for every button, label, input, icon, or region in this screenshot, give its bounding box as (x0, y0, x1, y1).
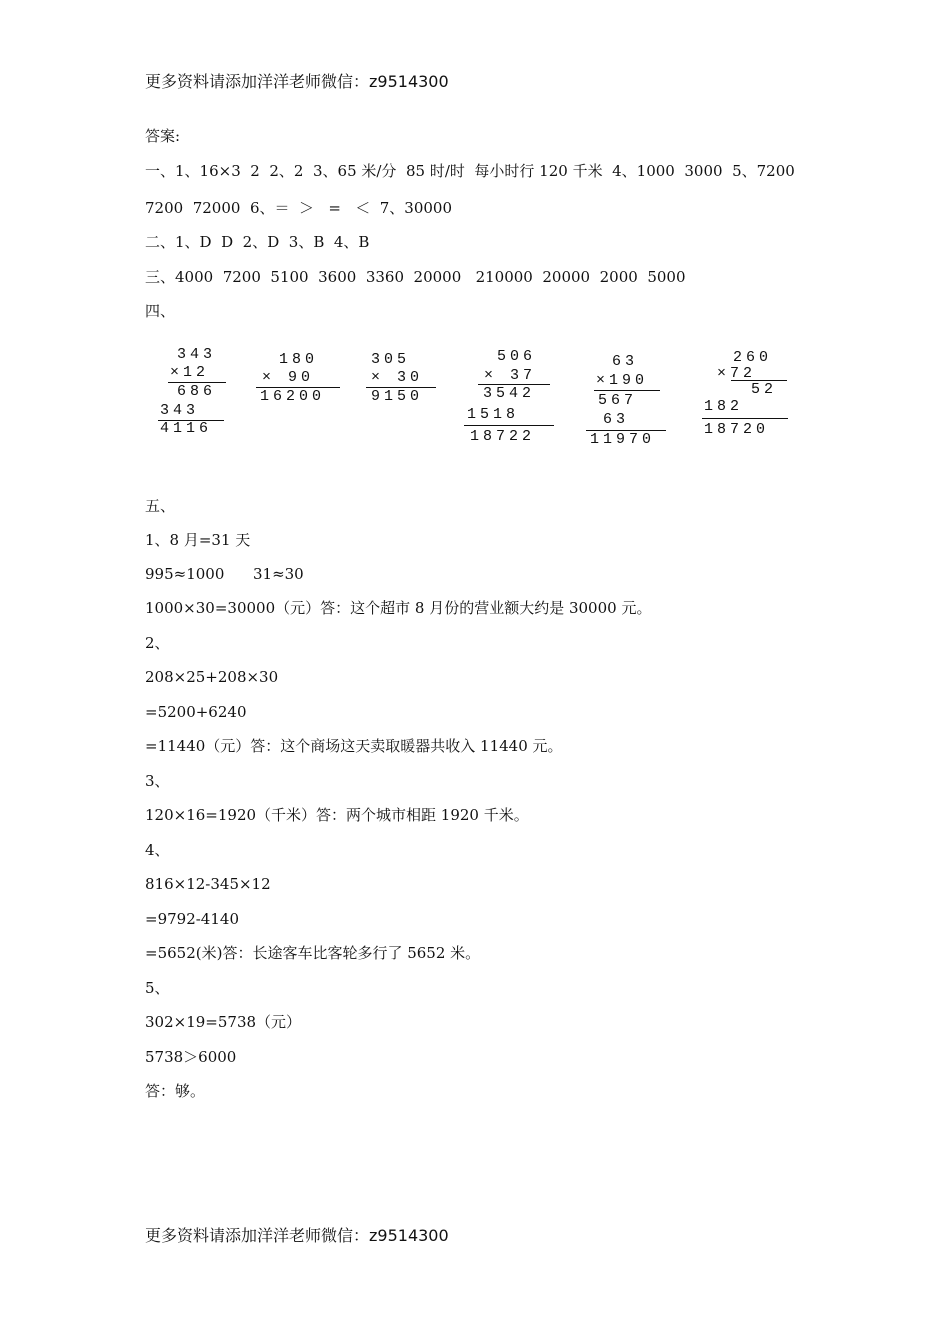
section5-line: 995≈1000 31≈30 (145, 565, 304, 583)
calc-rule (702, 418, 788, 419)
calc-result: 18720 (704, 421, 770, 438)
section5-line: 120×16=1920（千米）答：两个城市相距 1920 千米。 (145, 806, 529, 824)
multiplicand: 305 (371, 351, 411, 368)
calc-result: 9150 (371, 388, 424, 405)
section5-line: 1、8 月=31 天 (145, 531, 251, 549)
section5-line: =11440（元）答：这个商场这天卖取暖器共收入 11440 元。 (145, 737, 563, 755)
section2-line1: 二、1、D D 2、D 3、B 4、B (145, 233, 370, 251)
partial-product-1: 52 (751, 381, 778, 398)
calc-result: 16200 (260, 388, 326, 405)
section1-line2: 7200 72000 6、＝ ＞ = ＜ 7、30000 (145, 199, 453, 217)
calc-rule (464, 425, 554, 426)
partial-product-2: 1518 (467, 406, 520, 423)
partial-product-2: 63 (603, 411, 630, 428)
partial-product-2: 343 (160, 402, 200, 419)
section5-line: =5652(米)答：长途客车比客轮多行了 5652 米。 (145, 944, 481, 962)
section3-line1: 三、4000 7200 5100 3600 3360 20000 210000 20000 2000 5000 (145, 268, 686, 286)
section5-line: 816×12-345×12 (145, 875, 271, 893)
multiplicand: 180 (279, 351, 319, 368)
header-note: 更多资料请添加洋洋老师微信：z9514300 (145, 72, 449, 91)
calc-result: 18722 (470, 428, 536, 445)
multiplier: × 90 (262, 369, 315, 386)
section5-line: 2、 (145, 634, 170, 652)
calc-result: 11970 (590, 431, 656, 448)
multiplicand: 343 (177, 346, 217, 363)
section5-line: 5738＞6000 (145, 1048, 237, 1066)
section5-line: 5、 (145, 979, 170, 997)
multiplier: ×12 (170, 364, 210, 381)
section4-title: 四、 (145, 302, 176, 320)
multiplicand: 506 (497, 348, 537, 365)
calc-rule (594, 390, 660, 391)
section5-line: 1000×30=30000（元）答：这个超市 8 月份的营业额大约是 30000 元。 (145, 599, 652, 617)
multiplicand: 63 (612, 353, 639, 370)
section5-line: =5200+6240 (145, 703, 247, 721)
calc-result: 4116 (160, 420, 213, 437)
section5-line: 答：够。 (145, 1082, 206, 1100)
section5-line: 208×25+208×30 (145, 668, 279, 686)
section5-title: 五、 (145, 497, 176, 515)
section5-line: 3、 (145, 772, 170, 790)
multiplicand: 260 (733, 349, 773, 366)
section5-line: 4、 (145, 841, 170, 859)
section5-line: 302×19=5738（元） (145, 1013, 302, 1031)
multiplier: × 30 (371, 369, 424, 386)
partial-product-1: 3542 (483, 385, 536, 402)
multiplier: ×72 (717, 365, 757, 382)
partial-product-1: 567 (598, 392, 638, 409)
footer-note: 更多资料请添加洋洋老师微信：z9514300 (145, 1226, 449, 1245)
multiplier: ×190 (596, 372, 649, 389)
section5-line: =9792-4140 (145, 910, 239, 928)
partial-product-2: 182 (704, 398, 744, 415)
multiplier: × 37 (484, 367, 537, 384)
answer-title: 答案: (145, 127, 181, 145)
section1-line1: 一、1、16×3 2 2、2 3、65 米/分 85 时/时 每小时行 120 千米 4、1000 3000 5、7200 (145, 162, 795, 180)
partial-product-1: 686 (177, 383, 217, 400)
